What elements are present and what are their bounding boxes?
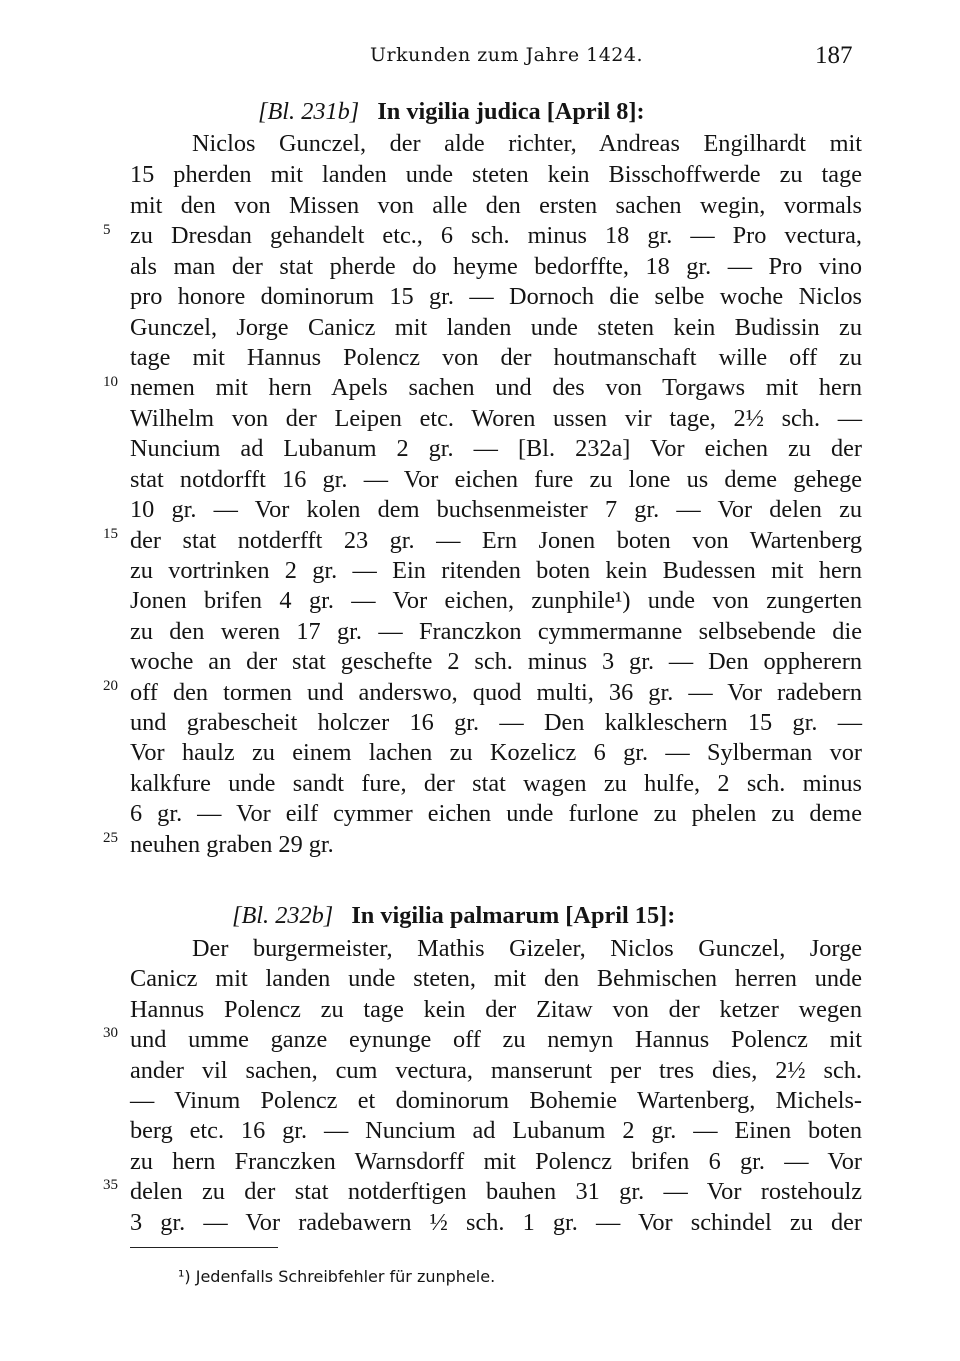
text-line: zu vortrinken 2 gr. — Ein ritenden boten kein Budessen mit hern [130,557,862,584]
line-number: 20 [103,678,118,694]
text-line: pro honore dominorum 15 gr. — Dornoch die selbe woche Niclos [130,283,862,310]
text-line: 15 pherden mit landen unde steten kein Bisschoffwerde zu tage [130,161,862,188]
folio-ref: [Bl. 231b] [258,98,360,125]
line-number: 25 [103,830,118,846]
section-heading-2 [232,900,675,932]
folio-ref: [Bl. 232b] [232,902,334,929]
footnote: ¹) Jedenfalls Schreibfehler für zunphele. [178,1267,496,1286]
text-line: und umme ganze eynunge off zu nemyn Hannus Polencz mit [130,1026,862,1053]
line-number: 30 [103,1025,118,1041]
text-line: stat notdorfft 16 gr. — Vor eichen fure zu lone us deme gehege [130,466,862,493]
running-title: Urkunden zum Jahre 1424. [370,44,644,66]
text-line: Vor haulz zu einem lachen zu Kozelicz 6 gr. — Sylberman vor [130,739,862,766]
text-line: zu den weren 17 gr. — Franczkon cymmermanne selbsebende die [130,618,862,645]
text-line: nemen mit hern Apels sachen und des von Torgaws mit hern [130,374,862,401]
text-line: Gunczel, Jorge Canicz mit landen unde steten kein Budissin zu [130,314,862,341]
text-line: 3 gr. — Vor radebawern ½ sch. 1 gr. — Vor schindel zu der [130,1209,862,1236]
text-line: kalkfure unde sandt fure, der stat wagen zu hulfe, 2 sch. minus [130,770,862,797]
section-title: In vigilia palmarum [April 15]: [351,902,676,929]
page-number: 187 [815,42,853,69]
text-line: ander vil sachen, cum vectura, manserunt per tres dies, 2½ sch. [130,1057,862,1084]
text-line: mit den von Missen von alle den ersten sachen wegin, vormals [130,192,862,219]
text-line: Niclos Gunczel, der alde richter, Andreas Engilhardt mit [192,130,862,157]
text-line: 6 gr. — Vor eilf cymmer eichen unde furlone zu phelen zu deme [130,800,862,827]
text-line: als man der stat pherde do heyme bedorffte, 18 gr. — Pro vino [130,253,862,280]
text-line: off den tormen und anderswo, quod multi, 36 gr. — Vor radebern [130,679,862,706]
text-line: 10 gr. — Vor kolen dem buchsenmeister 7 gr. — Vor delen zu [130,496,862,523]
line-number: 15 [103,526,118,542]
text-line: Canicz mit landen unde steten, mit den Behmischen herren unde [130,965,862,992]
footnote-rule [130,1247,278,1248]
text-line: zu hern Franczken Warnsdorff mit Polencz brifen 6 gr. — Vor [130,1148,862,1175]
text-line: — Vinum Polencz et dominorum Bohemie Wartenberg, Michels- [130,1087,862,1114]
text-line: der stat notderfft 23 gr. — Ern Jonen boten von Wartenberg [130,527,862,554]
section-heading-1 [258,96,645,128]
text-line: berg etc. 16 gr. — Nuncium ad Lubanum 2 gr. — Einen boten [130,1117,862,1144]
running-header [0,44,960,74]
text-line: zu Dresdan gehandelt etc., 6 sch. minus 18 gr. — Pro vectura, [130,222,862,249]
section-title: In vigilia judica [April 8]: [377,98,645,125]
text-line: Der burgermeister, Mathis Gizeler, Niclos Gunczel, Jorge [192,935,862,962]
text-line: Hannus Polencz zu tage kein der Zitaw von der ketzer wegen [130,996,862,1023]
text-line: Nuncium ad Lubanum 2 gr. — [Bl. 232a] Vor eichen zu der [130,435,862,462]
text-line: neuhen graben 29 gr. [130,831,334,858]
text-line: delen zu der stat notderftigen bauhen 31 gr. — Vor rostehoulz [130,1178,862,1205]
text-line: Wilhelm von der Leipen etc. Woren ussen vir tage, 2½ sch. — [130,405,862,432]
text-line: Jonen brifen 4 gr. — Vor eichen, zunphile¹) unde von zungerten [130,587,862,614]
line-number: 35 [103,1177,118,1193]
text-line: woche an der stat geschefte 2 sch. minus 3 gr. — Den oppherern [130,648,862,675]
text-line: tage mit Hannus Polencz von der houtmanschaft wille off zu [130,344,862,371]
text-line: und grabescheit holczer 16 gr. — Den kalkleschern 15 gr. — [130,709,862,736]
line-number: 10 [103,374,118,390]
line-number: 5 [103,222,111,238]
